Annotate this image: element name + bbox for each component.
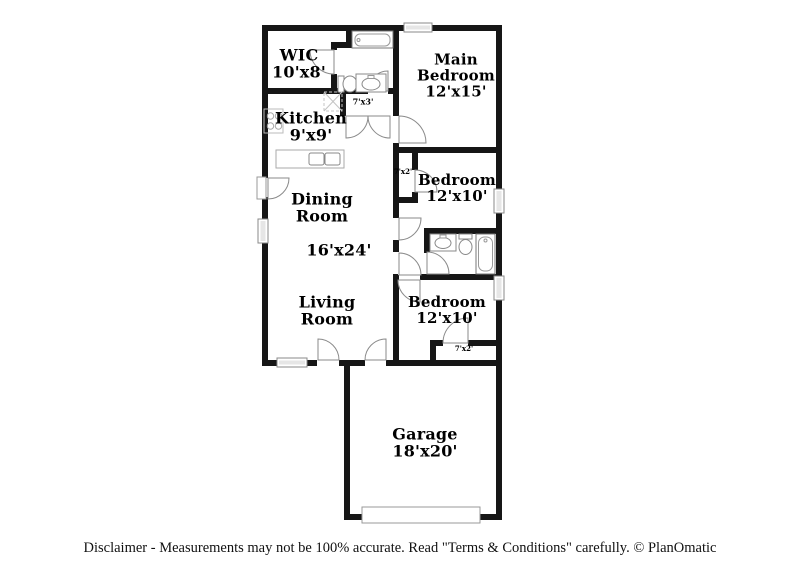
sink-icon bbox=[430, 234, 456, 251]
kitchen-sink-icon bbox=[309, 153, 324, 165]
room-label-living-area-dims bbox=[306, 241, 371, 258]
room-dims: 7'x3' bbox=[352, 96, 374, 107]
garage-entry-door bbox=[365, 339, 386, 360]
room-label-main-bedroom bbox=[417, 52, 495, 101]
room-dims: 9'x9' bbox=[289, 126, 333, 145]
sink-icon bbox=[356, 74, 386, 92]
window-top bbox=[404, 23, 432, 32]
hall-closet-door-right bbox=[368, 116, 390, 138]
room-label-bedroom-3-closet bbox=[455, 345, 473, 353]
room-name: Bedroom bbox=[418, 170, 496, 189]
room-dims: 16'x24' bbox=[306, 240, 372, 260]
window-left bbox=[258, 219, 268, 243]
room-name: Bedroom bbox=[408, 292, 486, 311]
room-name: Room bbox=[295, 207, 349, 226]
bathtub-icon bbox=[476, 234, 495, 274]
room-label-bedroom-3 bbox=[408, 294, 486, 326]
room-label-dining-room bbox=[291, 191, 353, 226]
hall-door-lower bbox=[399, 253, 421, 275]
window-bottom bbox=[277, 358, 307, 367]
hall-door-upper bbox=[399, 218, 421, 240]
room-dims: 10'x8' bbox=[272, 63, 326, 82]
room-name: Kitchen bbox=[275, 108, 347, 128]
kitchen-sink-icon bbox=[325, 153, 340, 165]
room-label-hall-closet bbox=[353, 98, 374, 107]
room-label-garage bbox=[392, 426, 457, 461]
bathtub-icon bbox=[352, 31, 393, 48]
main-bedroom-door bbox=[399, 116, 426, 143]
room-name: Garage bbox=[392, 424, 458, 444]
room-dims: 12'x10' bbox=[426, 187, 488, 205]
garage-door bbox=[362, 507, 480, 523]
room-label-bedroom-2-closet bbox=[394, 168, 412, 176]
room-name: Bedroom bbox=[417, 66, 495, 85]
disclaimer-text: Disclaimer - Measurements may not be 100% accurate. Read "Terms & Conditions" carefully. © PlanOmatic bbox=[83, 540, 717, 556]
bathroom2-door bbox=[427, 252, 449, 274]
room-name: Living bbox=[298, 292, 356, 312]
side-entry-door bbox=[268, 178, 289, 199]
room-label-wic bbox=[272, 47, 326, 82]
hall-closet-door-left bbox=[346, 116, 368, 138]
room-name: Main bbox=[434, 50, 478, 69]
room-dims: 7'x2' bbox=[454, 344, 474, 354]
side-door-leaf bbox=[257, 177, 266, 199]
room-dims: 18'x20' bbox=[392, 442, 458, 461]
room-name: WIC bbox=[279, 45, 319, 65]
kitchen-counter bbox=[276, 150, 344, 168]
room-name: Room bbox=[300, 310, 354, 329]
front-door bbox=[318, 339, 339, 360]
room-name: Dining bbox=[291, 189, 353, 209]
room-dims: 7'x2' bbox=[393, 167, 413, 177]
room-dims: 12'x15' bbox=[425, 83, 487, 102]
room-label-kitchen bbox=[275, 110, 347, 145]
toilet-icon bbox=[459, 234, 472, 255]
window-right-bedroom3 bbox=[494, 276, 504, 300]
room-dims: 12'x10' bbox=[416, 309, 478, 327]
room-label-bedroom-2 bbox=[418, 172, 496, 204]
toilet-icon bbox=[338, 76, 357, 92]
room-label-living-room bbox=[299, 294, 356, 329]
